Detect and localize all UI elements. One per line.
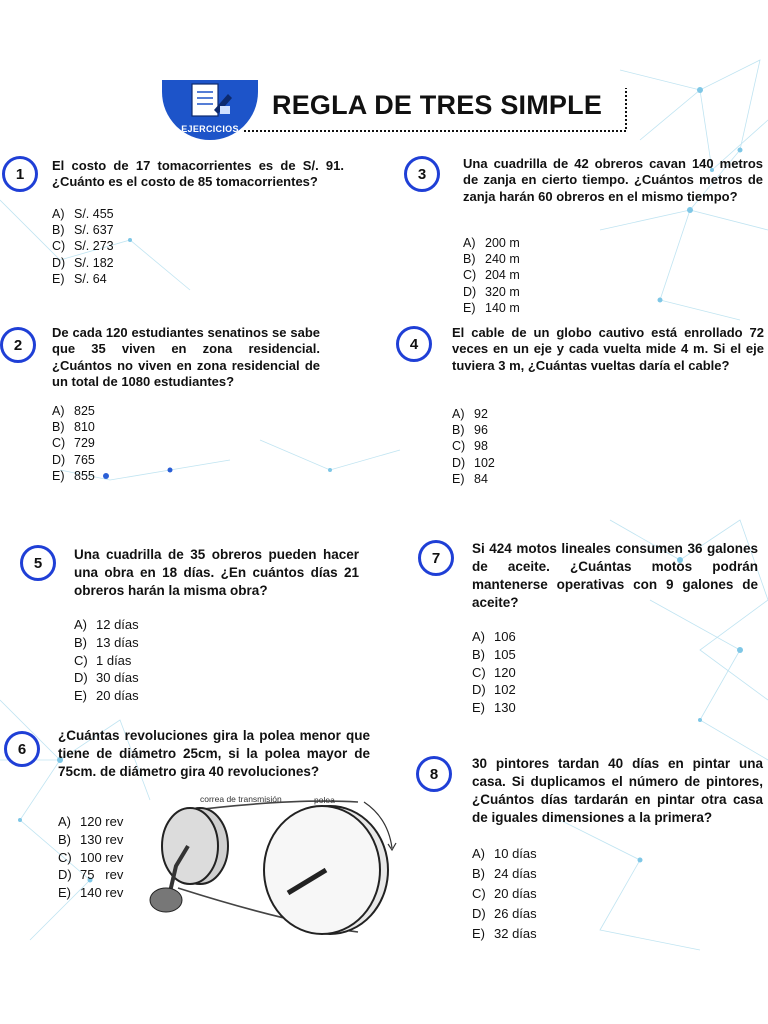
option[interactable]: B) 96 (452, 423, 488, 438)
question-3-options (463, 235, 520, 316)
question-6-options (58, 813, 123, 902)
option[interactable]: D) 102 (472, 682, 516, 698)
option[interactable]: A) 200 m (463, 236, 520, 250)
question-number-8: 8 (416, 756, 452, 792)
question-number-6: 6 (4, 731, 40, 767)
question-8-text: 30 pintores tardan 40 días en pintar una casa. Si duplicamos el número de pintores, ¿Cuántos días tardarán en pintar otra casa de iguales dimensiones a la primera? (472, 756, 763, 825)
option[interactable]: B) 24 días (472, 866, 537, 881)
option[interactable]: B) S/. 637 (52, 223, 114, 238)
option[interactable]: E) 140 m (463, 300, 520, 315)
option[interactable]: C) 100 rev (58, 849, 124, 865)
question-8-options (472, 844, 537, 944)
option[interactable]: C) 729 (52, 436, 95, 451)
question-2-text: De cada 120 estudiantes senatinos se sabe que 35 viven en zona residencial. ¿Cuántos no viven en zona residencial de un total de 1080 estudiantes? (52, 325, 320, 389)
option[interactable]: D) 75 rev (58, 867, 124, 883)
option[interactable]: E) 84 (452, 471, 488, 486)
option[interactable]: B) 13 días (74, 634, 139, 650)
question-7-options (472, 628, 516, 717)
option[interactable]: D) S/. 182 (52, 255, 114, 270)
question-1-options (52, 206, 114, 287)
question-2-options (52, 403, 95, 484)
option[interactable]: C) 120 (472, 664, 516, 680)
option[interactable]: E) 130 (472, 700, 516, 716)
option[interactable]: C) S/. 273 (52, 239, 114, 254)
option[interactable]: C) 1 días (74, 652, 132, 668)
question-5-options (74, 616, 139, 705)
question-3-text: Una cuadrilla de 42 obreros cavan 140 metros de zanja en cierto tiempo. ¿Cuántos metros de zanja harán 60 obreros en el mismo tiempo? (463, 156, 763, 204)
question-1-text: El costo de 17 tomacorrientes es de S/. 91. ¿Cuánto es el costo de 85 tomacorrientes? (52, 158, 344, 190)
option[interactable]: D) 26 días (472, 906, 537, 921)
option[interactable]: D) 30 días (74, 670, 139, 686)
worksheet-icon (162, 80, 258, 124)
option[interactable]: A) 106 (472, 629, 516, 644)
question-6-text: ¿Cuántas revoluciones gira la polea menor que tiene de diámetro 25cm, si la polea mayor de 75cm. de diámetro gira 40 revoluciones? (58, 728, 370, 779)
option[interactable]: A) 92 (452, 407, 488, 421)
option[interactable]: B) 240 m (463, 252, 520, 267)
option[interactable]: D) 765 (52, 452, 95, 467)
logo-label: EJERCICIOS (181, 124, 239, 134)
option[interactable]: A) 10 días (472, 846, 537, 861)
option[interactable]: A) 12 días (74, 617, 139, 632)
option[interactable]: B) 105 (472, 646, 516, 662)
option[interactable]: B) 130 rev (58, 831, 124, 847)
option[interactable]: E) S/. 64 (52, 271, 107, 286)
question-7-text: Si 424 motos lineales consumen 36 galones de aceite. ¿Cuántas motos podrán mantenerse operativas con 9 galones de aceite? (472, 541, 758, 610)
option[interactable]: C) 204 m (463, 268, 520, 283)
option[interactable]: E) 855 (52, 468, 95, 483)
question-5-text: Una cuadrilla de 35 obreros pueden hacer una obra en 18 días. ¿En cuántos días 21 obreros harán la misma obra? (74, 547, 359, 598)
ejercicios-logo (162, 80, 258, 140)
option[interactable]: A) S/. 455 (52, 207, 114, 221)
question-number-7: 7 (418, 540, 454, 576)
question-number-1: 1 (2, 156, 38, 192)
question-number-2: 2 (0, 327, 36, 363)
option[interactable]: A) 825 (52, 404, 95, 418)
page-title: REGLA DE TRES SIMPLE (272, 90, 603, 120)
option[interactable]: D) 102 (452, 455, 495, 470)
option[interactable]: D) 320 m (463, 284, 520, 299)
option[interactable]: A) 120 rev (58, 814, 124, 829)
question-number-5: 5 (20, 545, 56, 581)
question-4-text: El cable de un globo cautivo está enrollado 72 veces en un eje y cada vuelta mide 4 m. Si el eje tuviera 3 m, ¿Cuántas vueltas daría el cable? (452, 325, 764, 373)
option[interactable]: C) 98 (452, 439, 488, 454)
option[interactable]: E) 20 días (74, 688, 139, 704)
belt-label: correa de transmisión (200, 794, 282, 804)
option[interactable]: B) 810 (52, 420, 95, 435)
pulley-diagram (138, 788, 400, 938)
pulley-label: polea (314, 795, 335, 805)
option[interactable]: C) 20 días (472, 886, 537, 901)
question-4-options (452, 406, 495, 487)
question-number-4: 4 (396, 326, 432, 362)
question-number-3: 3 (404, 156, 440, 192)
option[interactable]: E) 140 rev (58, 885, 124, 901)
option[interactable]: E) 32 días (472, 926, 537, 941)
